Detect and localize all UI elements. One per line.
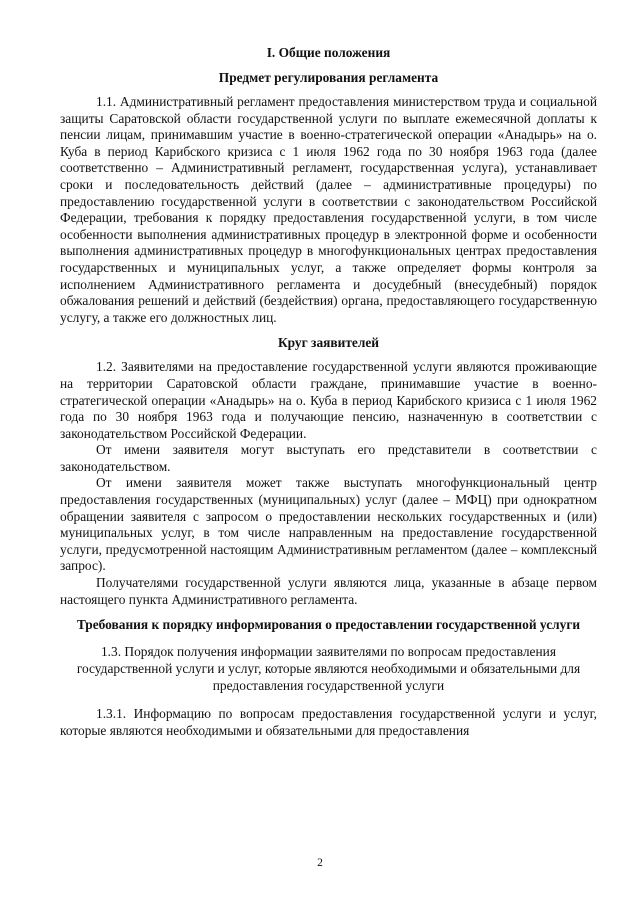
heading-subject: Предмет регулирования регламента (218, 70, 439, 85)
paragraph-1-1: 1.1. Административный регламент предоставления министерством труда и социальной защиты Саратовской области государственной услуги по выплате ежемесячной доплаты к пенсии лицам, принимавшим участие в военно-стратегической операции «Анадырь» на о. Куба в период Карибского кризиса с 1 июля 1962 года по 30 ноября 1963 года (далее соответственно – Административный регламент, государственная услуга), устанавливает сроки и последовательность действий (далее – административные процедуры) по предоставлению государственной услуги в соответствии с законодательством Российской Федерации, требования к порядку предоставления государственной услуги, в том числе особенности выполнения административных процедур в электронной форме и особенности выполнения административных процедур в многофункциональных центрах предоставления государственных и муниципальных услуг, а также определяет формы контроля за исполнением Административного регламента и досудебный (внесудебный) порядок обжалования решений и действий (бездействия) органа, предоставляющего государственную услугу, а также его должностных лиц. (60, 94, 597, 325)
paragraph-representatives: От имени заявителя могут выступать его представители в соответствии с законодательством. (60, 442, 597, 474)
paragraph-1-2: 1.2. Заявителями на предоставление государственной услуги являются проживающие на территории Саратовской области граждане, принимавшие участие в военно-стратегической операции «Анадырь» на о. Куба в период Карибского кризиса с 1 июля 1962 года по 30 ноября 1963 года и получающие пенсию, назначенную в соответствии с законодательством Российской Федерации. (60, 359, 597, 441)
paragraph-1-3-1: 1.3.1. Информацию по вопросам предоставления государственной услуги и услуг, которые являются необходимыми и обязательными для предоставления (60, 706, 597, 738)
heading-information: Требования к порядку информирования о предоставлении государственной услуги (76, 617, 581, 633)
document-page (60, 44, 597, 739)
page-number: 2 (317, 857, 323, 869)
heading-applicants: Круг заявителей (277, 335, 380, 351)
paragraph-mfc: От имени заявителя может также выступать многофункциональный центр предоставления государственных (муниципальных) услуг (далее – МФЦ) при однократном обращении заявителя с запросом о предоставлении нескольких государственных и (или) муниципальных услуг, в том числе направленным на предоставление государственной услуги, предусмотренной настоящим Административным регламентом (далее – комплексный запрос). (60, 475, 597, 574)
paragraph-recipients: Получателями государственной услуги являются лица, указанные в абзаце первом настоящего пункта Административного регламента. (60, 575, 597, 607)
section-title: I. Общие положения (266, 45, 391, 60)
subheading-1-3: 1.3. Порядок получения информации заявителями по вопросам предоставления государственной услуги и услуг, которые являются необходимыми и обязательными для предоставления государственной услуги (76, 644, 581, 694)
